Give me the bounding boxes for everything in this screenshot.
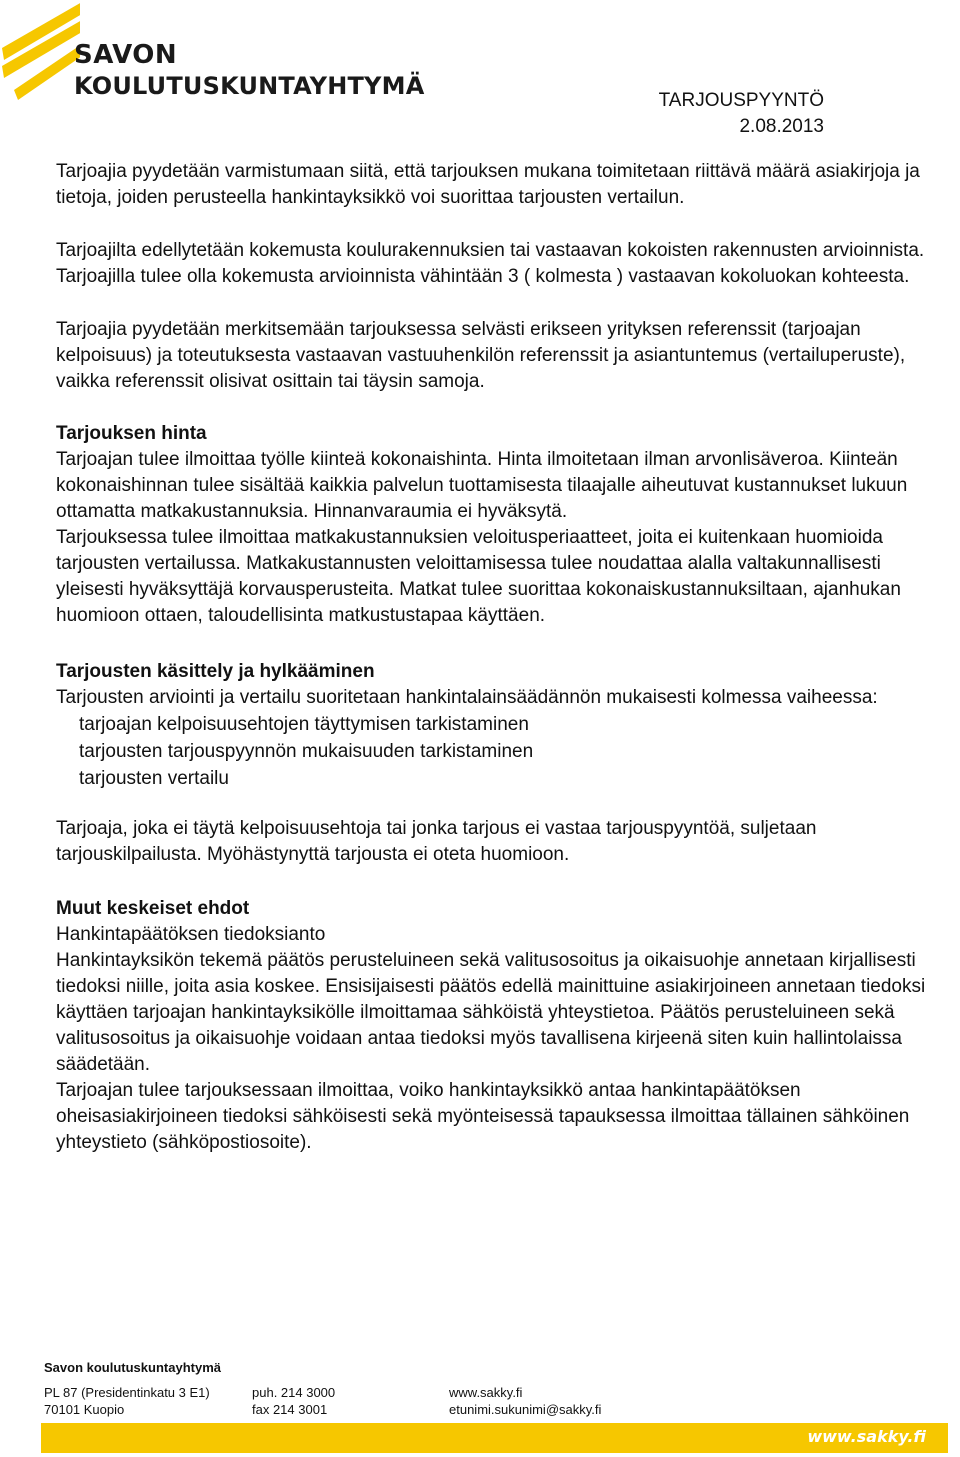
heading-handling: Tarjousten käsittely ja hylkääminen	[56, 661, 375, 682]
paragraph-evaluation-intro: Tarjousten arviointi ja vertailu suoritetaan hankintalainsäädännön mukaisesti kolmessa vaiheessa:	[56, 687, 878, 708]
evaluation-phases-list	[56, 711, 948, 792]
organization-logo	[0, 0, 425, 112]
heading-other-terms: Muut keskeiset ehdot	[56, 898, 250, 919]
subheading-decision-notice: Hankintapäätöksen tiedoksianto	[56, 924, 326, 945]
list-item: tarjousten vertailu	[79, 768, 229, 789]
sakky-wing-logo-icon	[0, 0, 80, 100]
footer-brand-bar	[41, 1423, 948, 1453]
paragraph-experience: Tarjoajilta edellytetään kokemusta koulurakennuksien tai vastaavan kokoisten rakennusten arvioinnista. Tarjoajilla tulee olla kokemusta arvioinnista vähintään 3 ( kolmesta ) vastaavan kokoluokan kohteesta.	[56, 240, 925, 287]
logo-text-savon: SAVON	[74, 40, 178, 70]
paragraph-travel-costs: Tarjouksessa tulee ilmoittaa matkakustannuksien veloitusperiaatteet, joita ei kuitenkaan huomioida tarjousten vertailussa. Matkakustannusten veloittamisessa tulee noudattaa alalla valtakunnallisesti yleisesti hyväksyttäjä korvausperusteita. Matkat tulee suorittaa kokonaiskustannuksiltaan, ajanhukan huomioon ottaen, taloudellisinta matkustustapaa käyttäen.	[56, 527, 901, 626]
footer-address-line2: 70101 Kuopio	[44, 1402, 125, 1417]
document-date: 2.08.2013	[739, 116, 824, 137]
document-type: TARJOUSPYYNTÖ	[658, 90, 824, 111]
list-item: tarjoajan kelpoisuusehtojen täyttymisen tarkistaminen	[79, 714, 529, 735]
paragraph-price: Tarjoajan tulee ilmoittaa työlle kiinteä kokonaishinta. Hinta ilmoitetaan ilman arvonlisäveroa. Kiinteän kokonaishinnan tulee sisältää kaikkia palvelun tuottamisesta tilaajalle aiheutuvat kustannukset lukuun ottamatta matkakustannuksia. Hinnanvaraumia ei hyväksytä.	[56, 449, 908, 522]
footer-organization: Savon koulutuskuntayhtymä	[44, 1360, 221, 1375]
paragraph-comparison-docs: Tarjoajia pyydetään varmistumaan siitä, että tarjouksen mukana toimitetaan riittävä määrä asiakirjoja ja tietoja, joiden perusteella hankintayksikkö voi suorittaa tarjousten vertailun.	[56, 161, 920, 208]
heading-price: Tarjouksen hinta	[56, 423, 207, 444]
logo-text-koulutuskuntayhtyma: KOULUTUSKUNTAYHTYMÄ	[74, 72, 425, 100]
document-body	[56, 159, 948, 1156]
footer-phone: puh. 214 3000	[252, 1385, 336, 1400]
paragraph-rejection: Tarjoaja, joka ei täytä kelpoisuusehtoja tai jonka tarjous ei vastaa tarjouspyyntöä, suljetaan tarjouskilpailusta. Myöhästynyttä tarjousta ei oteta huomioon.	[56, 818, 817, 865]
footer-fax: fax 214 3001	[252, 1402, 328, 1417]
paragraph-electronic-contact: Tarjoajan tulee tarjouksessaan ilmoittaa, voiko hankintayksikkö antaa hankintapäätöksen oheisasiakirjoineen tiedoksi sähköisesti sekä myönteisessä tapauksessa ilmoittaa tällainen sähköinen yhteystieto (sähköpostiosoite).	[56, 1080, 910, 1153]
paragraph-references: Tarjoajia pyydetään merkitsemään tarjouksessa selvästi erikseen yrityksen referenssit (tarjoajan kelpoisuus) ja toteutuksesta vastaavan vastuuhenkilön referenssit ja asiantuntemus (vertailuperuste), vaikka referenssit olisivat osittain tai täysin samoja.	[56, 319, 906, 392]
footer-email-link[interactable]: etunimi.sukunimi@sakky.fi	[449, 1402, 602, 1417]
footer-banner-url: www.sakky.fi	[807, 1427, 926, 1446]
paragraph-decision-notice: Hankintayksikön tekemä päätös perusteluineen sekä valitusosoitus ja oikaisuohje annetaan kirjallisesti tiedoksi niille, joita asia koskee. Ensisijaisesti päätös edellä mainittuine asiakirjoineen annetaan tiedoksi käyttäen tarjoajan hankintayksikölle ilmoittamaa sähköistä yhteystietoa. Päätös perusteluineen sekä valitusosoitus ja oikaisuohje voidaan antaa tiedoksi myös tavallisena kirjeenä siten kuin hallintolaissa säädetään.	[56, 950, 926, 1075]
list-item: tarjousten tarjouspyynnön mukaisuuden tarkistaminen	[79, 741, 534, 762]
footer-address-line1: PL 87 (Presidentinkatu 3 E1)	[44, 1385, 210, 1400]
footer-web-link[interactable]: www.sakky.fi	[449, 1385, 523, 1400]
